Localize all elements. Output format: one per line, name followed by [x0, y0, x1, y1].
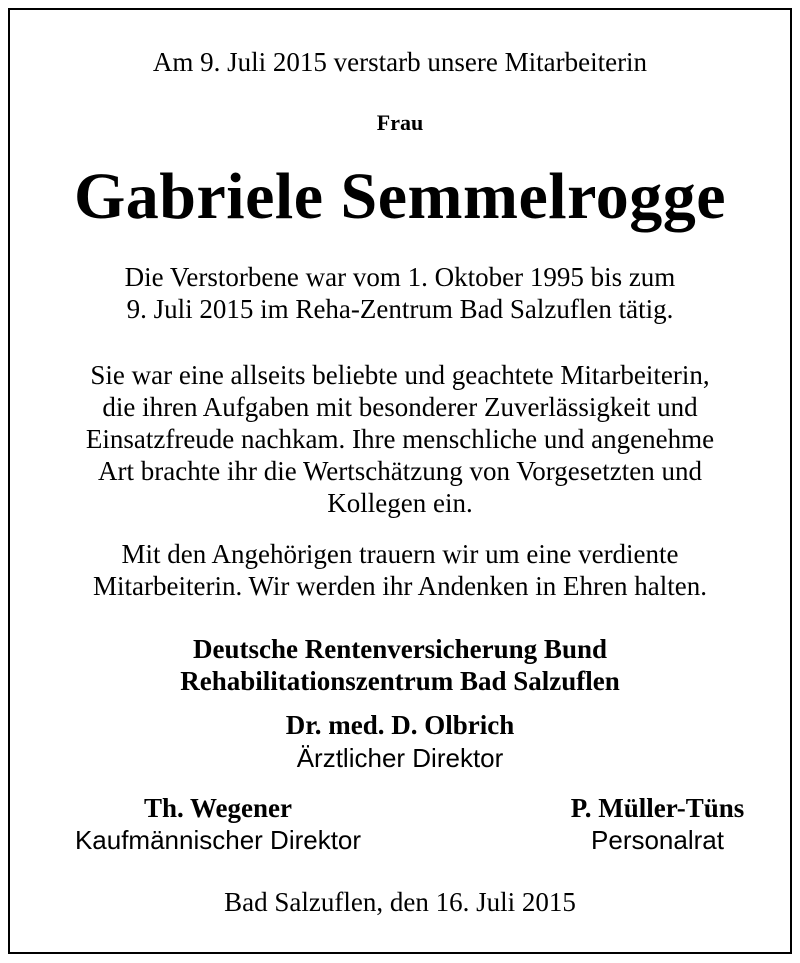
organization-block: [0, 633, 800, 697]
paragraph-line: Kollegen ein.: [327, 488, 473, 518]
staff-council-title: Personalrat: [591, 825, 724, 855]
commercial-director-title: Kaufmännischer Direktor: [74, 825, 362, 855]
deceased-name: Gabriele Semmelrogge: [73, 160, 727, 233]
staff-council-name: P. Müller-Tüns: [570, 793, 745, 823]
signatory-right: [520, 792, 795, 856]
medical-director-name: Dr. med. D. Olbrich: [285, 710, 515, 740]
place-and-date: Bad Salzuflen, den 16. Juli 2015: [224, 887, 576, 917]
tribute-paragraph: [0, 359, 800, 519]
paragraph-line: Die Verstorbene war vom 1. Oktober 1995 bis zum: [124, 262, 676, 292]
intro-text: Am 9. Juli 2015 verstarb unsere Mitarbeiterin: [152, 47, 648, 77]
mourning-paragraph: [0, 538, 800, 602]
employment-paragraph: [0, 261, 800, 325]
paragraph-line: Sie war eine allseits beliebte und geachtete Mitarbeiterin,: [90, 360, 710, 390]
organization-name: Deutsche Rentenversicherung Bund: [192, 634, 607, 664]
organization-unit: Rehabilitationszentrum Bad Salzuflen: [180, 666, 620, 696]
medical-director-title: Ärztlicher Direktor: [296, 743, 504, 773]
paragraph-line: die ihren Aufgaben mit besonderer Zuverlässigkeit und: [102, 392, 698, 422]
paragraph-line: Art brachte ihr die Wertschätzung von Vorgesetzten und: [98, 456, 702, 486]
signatory-left: [18, 792, 418, 856]
paragraph-line: Mitarbeiterin. Wir werden ihr Andenken in Ehren halten.: [93, 571, 707, 601]
commercial-director-name: Th. Wegener: [144, 793, 292, 823]
paragraph-line: 9. Juli 2015 im Reha-Zentrum Bad Salzuflen tätig.: [126, 294, 674, 324]
salutation: Frau: [376, 110, 424, 135]
paragraph-line: Einsatzfreude nachkam. Ihre menschliche und angenehme: [85, 424, 715, 454]
paragraph-line: Mit den Angehörigen trauern wir um eine verdiente: [121, 539, 679, 569]
